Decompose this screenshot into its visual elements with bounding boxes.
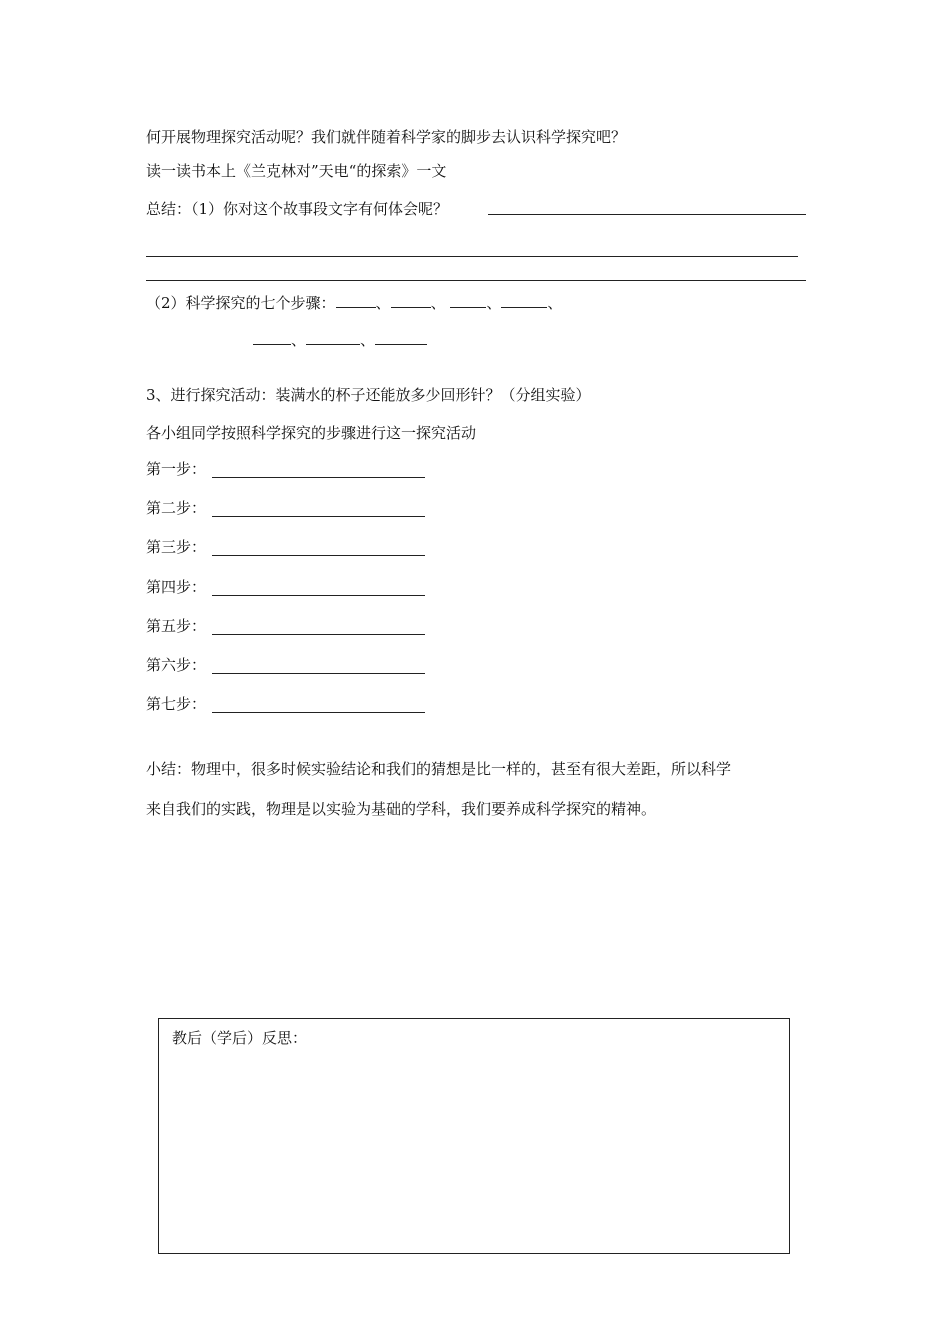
reflection-box[interactable] bbox=[158, 1018, 790, 1254]
step-blank-1[interactable] bbox=[336, 293, 376, 308]
conclusion-line-1: 小结：物理中，很多时候实验结论和我们的猜想是比一样的，甚至有很大差距，所以科学 bbox=[146, 760, 732, 778]
separator: 、 bbox=[360, 331, 376, 349]
step-blank-6[interactable] bbox=[306, 330, 360, 345]
summary-question-1: 总结：（1）你对这个故事段文字有何体会呢？ bbox=[146, 200, 449, 218]
answer-line-1a[interactable] bbox=[488, 214, 806, 215]
step-input-3[interactable] bbox=[212, 555, 425, 556]
answer-line-1b[interactable] bbox=[146, 256, 798, 257]
activity-instruction: 各小组同学按照科学探究的步骤进行这一探究活动 bbox=[146, 424, 477, 442]
step-input-2[interactable] bbox=[212, 516, 425, 517]
separator: 、 bbox=[486, 294, 502, 312]
answer-line-1c[interactable] bbox=[146, 280, 806, 281]
step-blank-2[interactable] bbox=[391, 293, 431, 308]
step-input-1[interactable] bbox=[212, 477, 425, 478]
step-label-1: 第一步： bbox=[146, 460, 207, 478]
separator: 、 bbox=[375, 294, 391, 312]
activity-title: 3、进行探究活动：装满水的杯子还能放多少回形针？（分组实验） bbox=[146, 386, 591, 404]
step-label-6: 第六步： bbox=[146, 656, 207, 674]
step-label-7: 第七步： bbox=[146, 695, 207, 713]
step-label-5: 第五步： bbox=[146, 617, 207, 635]
step-blank-3[interactable] bbox=[450, 293, 486, 308]
step-input-6[interactable] bbox=[212, 673, 425, 674]
step-blank-5[interactable] bbox=[253, 330, 291, 345]
step-input-4[interactable] bbox=[212, 595, 425, 596]
summary-question-2-cont bbox=[253, 330, 427, 348]
step-input-5[interactable] bbox=[212, 634, 425, 635]
step-label-3: 第三步： bbox=[146, 538, 207, 556]
intro-line-2: 读一读书本上《兰克林对”天电“的探索》一文 bbox=[146, 162, 447, 180]
step-blank-4[interactable] bbox=[501, 293, 547, 308]
step-input-7[interactable] bbox=[212, 712, 425, 713]
conclusion-line-2: 来自我们的实践，物理是以实验为基础的学科，我们要养成科学探究的精神。 bbox=[146, 800, 657, 818]
step-blank-7[interactable] bbox=[375, 330, 427, 345]
step-label-2: 第二步： bbox=[146, 499, 207, 517]
separator: 、 bbox=[430, 294, 446, 312]
summary-question-2-label: （2）科学探究的七个步骤： bbox=[146, 294, 336, 312]
separator: 、 bbox=[547, 294, 563, 312]
summary-question-2 bbox=[146, 293, 562, 311]
step-label-4: 第四步： bbox=[146, 578, 207, 596]
separator: 、 bbox=[291, 331, 307, 349]
reflection-label: 教后（学后）反思： bbox=[172, 1029, 308, 1047]
intro-line-1: 何开展物理探究活动呢？我们就伴随着科学家的脚步去认识科学探究吧？ bbox=[146, 128, 627, 146]
